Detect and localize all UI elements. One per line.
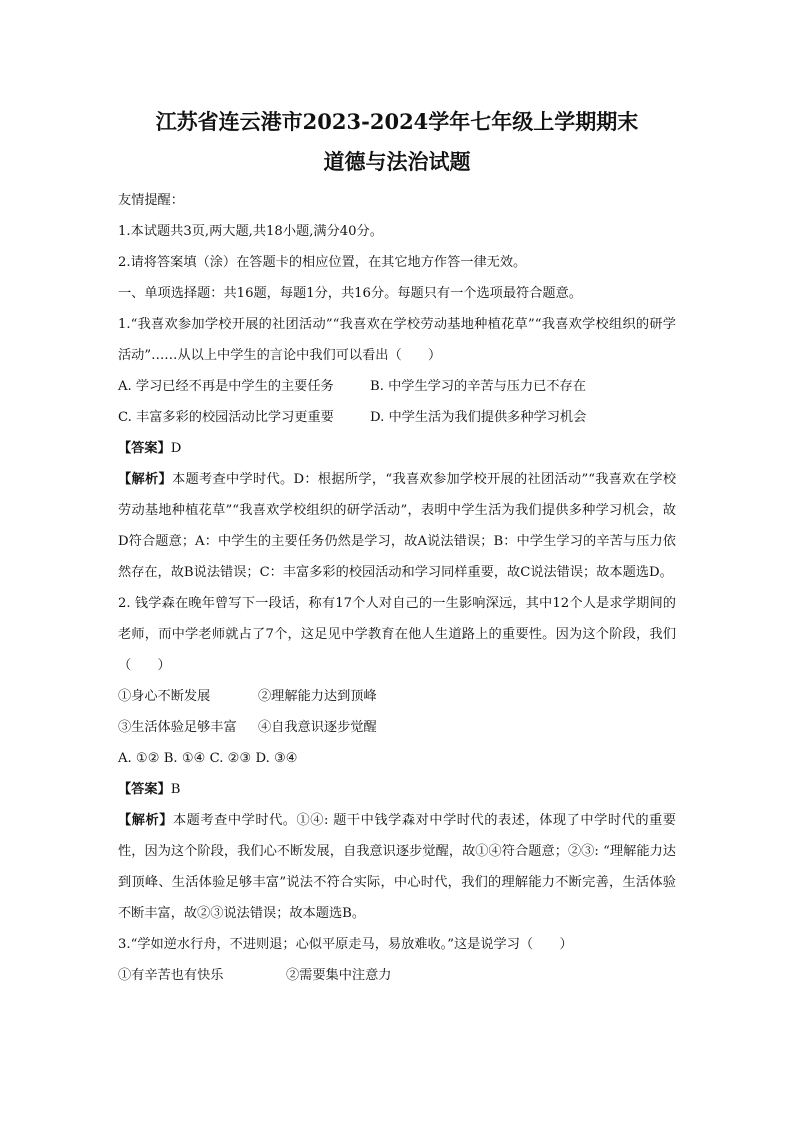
question-3-stem: 3.“学如逆水行舟，不进则退；心似平原走马，易放难收。”这是说学习（ ） [118,937,573,952]
question-2-item-4: ④自我意识逐步觉醒 [258,720,377,735]
question-1-option-c: C. 丰富多彩的校园活动比学习更重要 [118,410,334,425]
question-3-item-2: ②需要集中注意力 [286,968,392,983]
question-2-items-row-1 [118,681,676,712]
analysis-tag: 【解析】 [118,472,173,487]
page-subtitle: 道德与法治试题 [323,149,471,174]
question-3-items-row-1 [118,960,676,991]
question-1-option-b: B. 中学生学习的辛苦与压力已不存在 [370,379,586,394]
answer-value: B [170,782,181,797]
analysis-text: 本题考查中学时代。①④: 题干中钱学森对中学时代的表述，体现了中学时代的重要性，因为这个阶段，我们心不断发展，自我意识逐步觉醒，故①④符合题意；②③: “理解能力达到顶峰、生活体验足够丰富”说法不符合实际，中心时代，我们的理解能力不断完善，生活体验不断丰富，故②③说法错误；故本题选B。 [118,813,676,921]
question-1-options-row-2 [118,402,676,433]
question-2-analysis [118,805,676,929]
question-2-answer [118,774,676,805]
question-2-item-1: ①身心不断发展 [118,689,211,704]
answer-value: D [170,441,182,456]
question-2-item-3: ③生活体验足够丰富 [118,720,237,735]
question-1-stem: 1.“我喜欢参加学校开展的社团活动”“我喜欢在学校劳动基地种植花草”“我喜欢学校组织的研学活动”……从以上中学生的言论中我们可以看出（ ） [118,317,676,363]
notice-heading: 友情提醒： [118,193,184,208]
question-1-analysis [118,464,676,588]
question-1-answer [118,433,676,464]
answer-tag: 【答案】 [118,441,171,456]
question-1-option-a: A. 学习已经不再是中学生的主要任务 [118,379,334,394]
question-2-stem: 2. 钱学森在晚年曾写下一段话，称有17个人对自己的一生影响深远，其中12个人是求学期间的老师，而中学老师就占了7个，这足见中学教育在他人生道路上的重要性。因为这个阶段，我们（ ） [118,596,676,673]
notice-item-2: 2.请将答案填（涂）在答题卡的相应位置，在其它地方作答一律无效。 [118,255,527,270]
section-heading: 一、单项选择题：共16题，每题1分，共16分。每题只有一个选项最符合题意。 [118,286,582,301]
question-1-option-d: D. 中学生活为我们提供多种学习机会 [370,410,587,425]
analysis-text: 本题考查中学时代。D：根据所学，“我喜欢参加学校开展的社团活动”“我喜欢在学校劳动基地种植花草”“我喜欢学校组织的研学活动”，表明中学生活为我们提供多种学习机会，故D符合题意；A：中学生的主要任务仍然是学习，故A说法错误；B：中学生学习的辛苦与压力依然存在，故B说法错误；C：丰富多彩的校园活动和学习同样重要，故C说法错误；故本题选D。 [118,472,677,580]
question-1-options-row-1 [118,371,676,402]
question-2-options: A. ①② B. ①④ C. ②③ D. ③④ [118,751,298,766]
answer-tag: 【答案】 [118,782,171,797]
notice-item-1: 1.本试题共3页,两大题,共18小题,满分40分。 [118,224,383,239]
question-2-items-row-2 [118,712,676,743]
question-3-item-1: ①有辛苦也有快乐 [118,968,224,983]
question-2-item-2: ②理解能力达到顶峰 [258,689,377,704]
analysis-tag: 【解析】 [118,813,173,828]
page-title: 江苏省连云港市2023-2024学年七年级上学期期末 [155,109,639,134]
